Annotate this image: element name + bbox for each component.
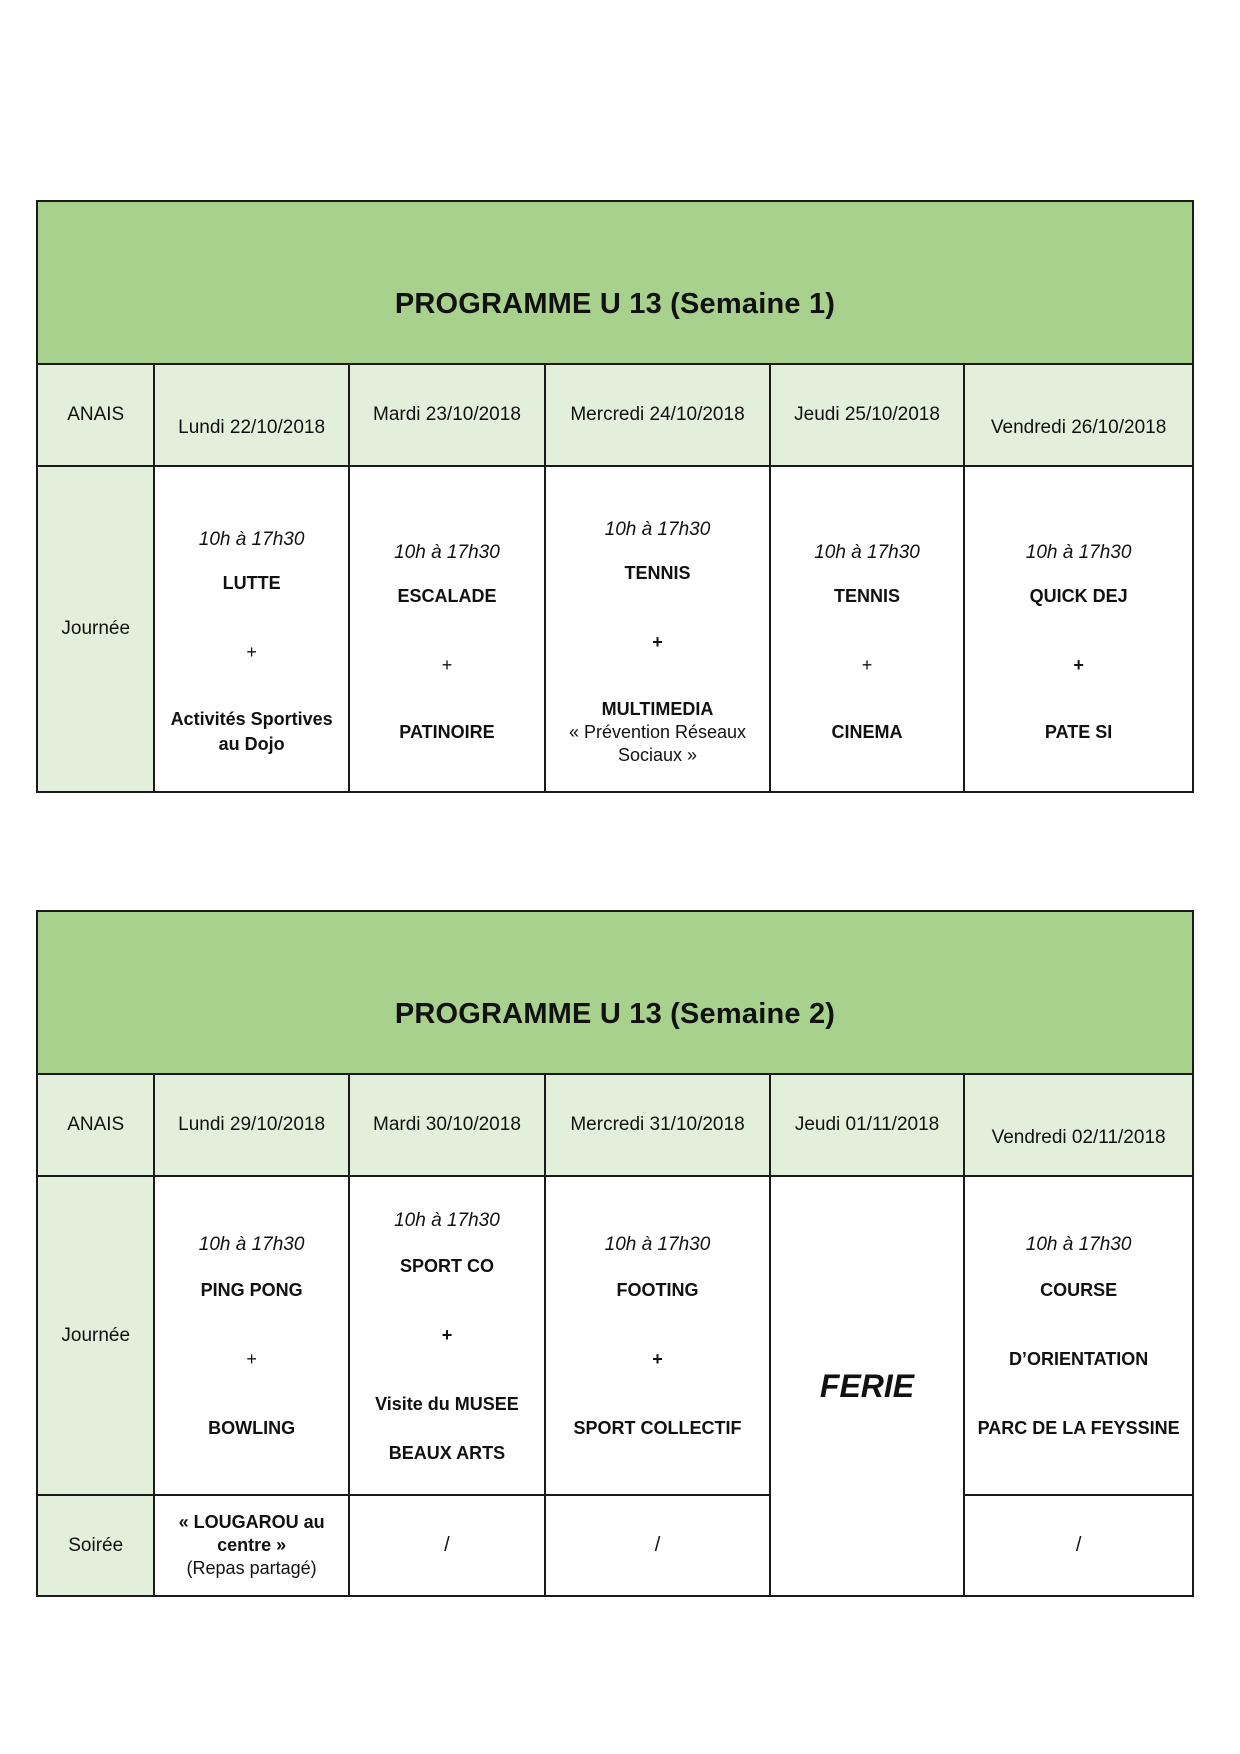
activity-1: FOOTING <box>616 1280 699 1300</box>
activity-2: SPORT COLLECTIF <box>573 1418 742 1438</box>
activity-2: BOWLING <box>208 1418 296 1438</box>
week2-row-label-journee: Journée <box>37 1176 154 1495</box>
week1-day-header-wednesday: Mercredi 24/10/2018 <box>545 364 770 466</box>
activity-1: SPORT CO <box>399 1255 494 1276</box>
plus-sign: + <box>441 654 453 675</box>
activity-2: MULTIMEDIA <box>601 698 714 719</box>
week2-day-header-friday: Vendredi 02/11/2018 <box>964 1074 1193 1176</box>
plus-sign: + <box>1073 654 1084 675</box>
time-range: 10h à 17h30 <box>1025 1234 1132 1255</box>
activity-1: TENNIS <box>834 585 901 606</box>
holiday-label: FERIE <box>819 1367 915 1404</box>
week2-day-header-thursday: Jeudi 01/11/2018 <box>770 1074 964 1176</box>
plus-sign: + <box>861 654 873 675</box>
week2-day-header-tuesday: Mardi 30/10/2018 <box>349 1074 545 1176</box>
activity-1: ESCALADE <box>397 585 497 606</box>
time-range: 10h à 17h30 <box>604 518 711 540</box>
time-range: 10h à 17h30 <box>604 1234 711 1255</box>
plus-sign: + <box>652 1349 663 1369</box>
week1-group-label: ANAIS <box>37 364 154 466</box>
time-range: 10h à 17h30 <box>198 529 305 550</box>
week2-day-header-wednesday: Mercredi 31/10/2018 <box>545 1074 770 1176</box>
week2-activity-tuesday <box>349 1176 545 1495</box>
week1-day-header-friday: Vendredi 26/10/2018 <box>964 364 1193 466</box>
activity-2: Visite du MUSEE <box>375 1393 519 1414</box>
week1-row-label-journee: Journée <box>37 466 154 792</box>
week1-title: PROGRAMME U 13 (Semaine 1) <box>394 288 836 320</box>
week1-activity-tuesday <box>349 466 545 792</box>
week1-title-cell <box>37 201 1193 364</box>
activity-2-note-line-2: Sociaux » <box>617 744 698 765</box>
plus-sign: + <box>246 1349 257 1369</box>
week1-activity-friday <box>964 466 1193 792</box>
week2-row-label-soiree: Soirée <box>37 1495 154 1596</box>
plus-sign: + <box>441 1324 453 1345</box>
week2-evening-friday: / <box>964 1495 1193 1596</box>
week1-day-header-thursday: Jeudi 25/10/2018 <box>770 364 964 466</box>
week2-activity-monday <box>154 1176 348 1495</box>
activity-2: CINEMA <box>831 721 903 742</box>
evening-note: (Repas partagé) <box>186 1558 317 1578</box>
week2-activity-friday <box>964 1176 1193 1495</box>
activity-2: Activités Sportives <box>170 709 333 729</box>
week2-evening-monday <box>154 1495 348 1596</box>
week2-activity-wednesday <box>545 1176 770 1495</box>
activity-3: PARC DE LA FEYSSINE <box>977 1418 1180 1438</box>
activity-1: TENNIS <box>624 562 691 583</box>
time-range: 10h à 17h30 <box>1025 541 1132 563</box>
week2-schedule-table <box>36 910 1194 1597</box>
evening-activity-line-2: centre » <box>217 1535 287 1555</box>
week2-thursday-holiday <box>770 1176 964 1596</box>
week1-schedule-table <box>36 200 1194 793</box>
time-range: 10h à 17h30 <box>394 1209 500 1231</box>
activity-2-line-2: au Dojo <box>218 734 285 754</box>
plus-sign: + <box>246 642 257 662</box>
week1-activity-thursday <box>770 466 964 792</box>
week1-activity-wednesday <box>545 466 770 792</box>
activity-1: LUTTE <box>222 573 281 593</box>
week1-activity-monday <box>154 466 348 792</box>
time-range: 10h à 17h30 <box>394 541 500 563</box>
activity-1: COURSE <box>1040 1280 1118 1300</box>
plus-sign: + <box>652 631 663 652</box>
week2-group-label: ANAIS <box>37 1074 154 1176</box>
week2-evening-wednesday: / <box>545 1495 770 1596</box>
week2-title-cell <box>37 911 1193 1074</box>
week2-title: PROGRAMME U 13 (Semaine 2) <box>394 998 836 1030</box>
time-range: 10h à 17h30 <box>814 541 920 563</box>
evening-activity: « LOUGAROU au <box>178 1512 325 1532</box>
activity-2: PATE SI <box>1044 721 1113 742</box>
activity-2-note: « Prévention Réseaux <box>568 721 747 742</box>
activity-1: PING PONG <box>200 1280 303 1300</box>
week1-day-header-monday: Lundi 22/10/2018 <box>154 364 348 466</box>
week1-day-header-tuesday: Mardi 23/10/2018 <box>349 364 545 466</box>
activity-2: D’ORIENTATION <box>1008 1349 1149 1369</box>
activity-2: PATINOIRE <box>399 721 495 742</box>
week2-day-header-monday: Lundi 29/10/2018 <box>154 1074 348 1176</box>
time-range: 10h à 17h30 <box>198 1234 305 1255</box>
activity-2-line-2: BEAUX ARTS <box>388 1442 506 1463</box>
week2-evening-tuesday: / <box>349 1495 545 1596</box>
activity-1: QUICK DEJ <box>1029 585 1128 606</box>
